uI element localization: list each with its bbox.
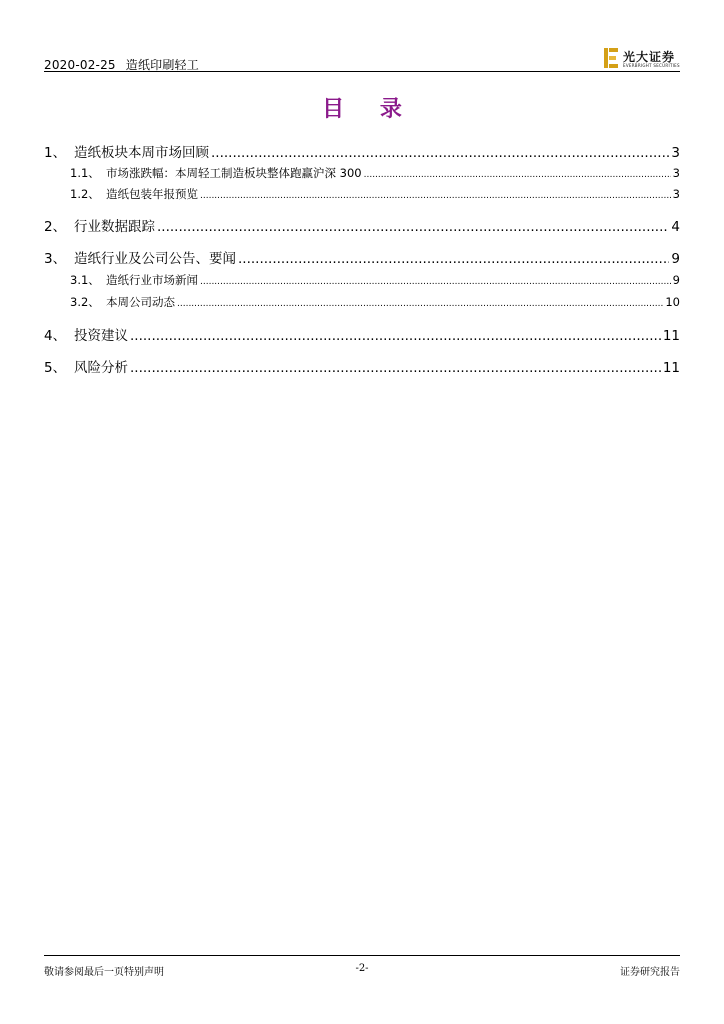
report-date: 2020-02-25	[44, 58, 116, 72]
toc-entry[interactable]	[44, 247, 680, 267]
logo-text-cn: 光大证券	[623, 50, 676, 64]
toc-entry-page: 9	[671, 251, 680, 267]
toc-entry[interactable]	[44, 186, 680, 202]
toc-dot-leader	[157, 219, 669, 235]
toc-entry-number: 3、	[44, 251, 67, 267]
toc-dot-leader	[130, 328, 661, 344]
toc-entry-number: 2、	[44, 219, 67, 235]
toc-entry-text: 造纸行业及公司公告、要闻	[74, 251, 236, 267]
toc-dot-leader	[364, 170, 671, 180]
toc-title: 目 录	[322, 97, 416, 122]
toc-dot-leader	[200, 191, 671, 201]
toc-entry-text: 造纸板块本周市场回顾	[74, 145, 209, 161]
toc-entry-text: 投资建议	[74, 328, 128, 344]
toc-entry-text: 造纸行业市场新闻	[106, 273, 198, 287]
toc-entry-number: 1.2、	[70, 187, 100, 201]
toc-entry[interactable]	[44, 141, 680, 161]
toc-entry-page: 4	[671, 219, 680, 235]
toc-entry-number: 5、	[44, 360, 67, 376]
page-header	[44, 46, 680, 72]
toc-entry[interactable]	[44, 215, 680, 235]
toc-entry[interactable]	[44, 324, 680, 344]
toc-dot-leader	[130, 360, 661, 376]
footer-page-number: -2-	[355, 963, 369, 974]
toc-entry-number: 1、	[44, 145, 67, 161]
logo-mark-icon	[604, 48, 618, 68]
toc-entry-page: 3	[672, 187, 680, 201]
toc-entry[interactable]	[44, 165, 680, 181]
header-info	[44, 56, 199, 73]
toc-dot-leader	[200, 277, 671, 287]
toc-entry-page: 3	[671, 145, 680, 161]
toc-entry-text: 本周公司动态	[106, 295, 175, 309]
footer-disclaimer: 敬请参阅最后一页特别声明	[44, 967, 164, 978]
toc-dot-leader	[238, 251, 669, 267]
toc-entry-number: 3.2、	[70, 295, 100, 309]
toc-entry[interactable]	[44, 356, 680, 376]
toc-entry-page: 9	[672, 273, 680, 287]
toc-entry-page: 11	[662, 328, 680, 344]
toc-entry-text: 行业数据跟踪	[74, 219, 155, 235]
toc-entry-text: 风险分析	[74, 360, 128, 376]
toc-entry-page: 3	[672, 166, 680, 180]
toc-entry-number: 4、	[44, 328, 67, 344]
toc-entry[interactable]	[44, 272, 680, 288]
toc-entry-number: 1.1、	[70, 166, 100, 180]
logo-text-en: EVERBRIGHT SECURITIES	[623, 63, 680, 68]
toc-entry-page: 11	[662, 360, 680, 376]
toc-entry-page: 10	[665, 295, 680, 309]
toc-entry-text: 市场涨跌幅：本周轻工制造板块整体跑赢沪深 300	[106, 166, 362, 180]
toc-entry-number: 3.1、	[70, 273, 100, 287]
page-footer	[44, 955, 680, 978]
everbright-logo	[604, 48, 680, 70]
toc-dot-leader	[177, 299, 663, 309]
report-sector: 造纸印刷轻工	[125, 58, 199, 72]
toc-dot-leader	[211, 145, 669, 161]
toc-entry-text: 造纸包装年报预览	[106, 187, 198, 201]
footer-report-type: 证券研究报告	[620, 967, 680, 978]
toc-entry[interactable]	[44, 294, 680, 310]
